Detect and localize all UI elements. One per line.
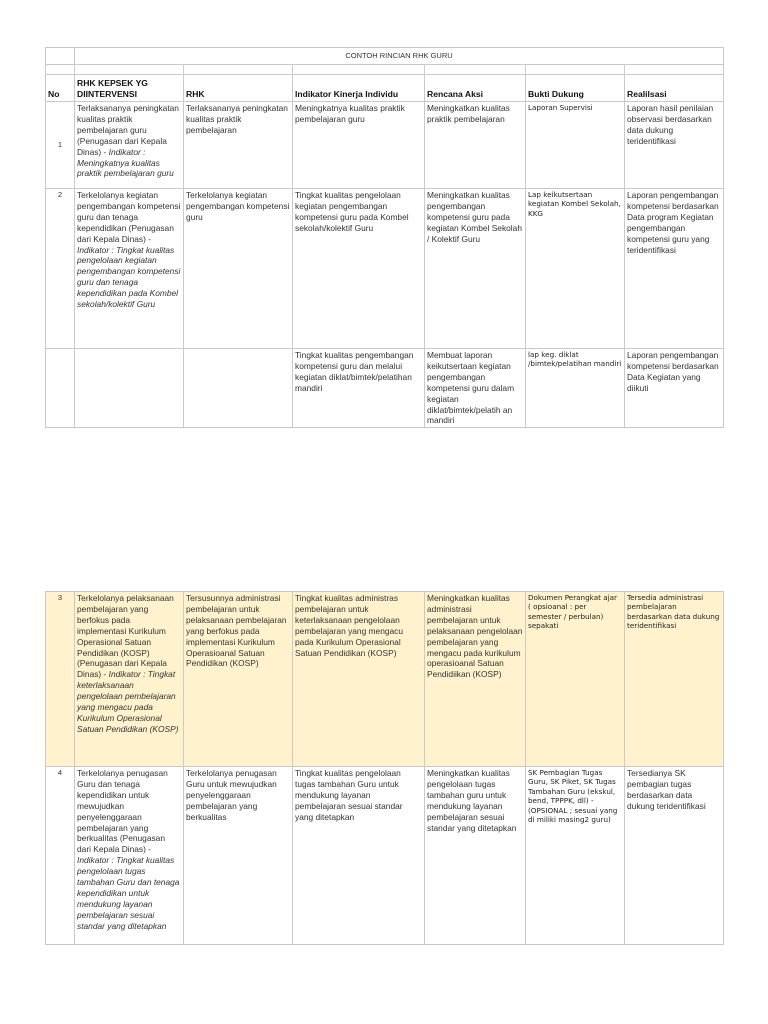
indikator-cell: Tingkat kualitas pengembangan kompetensi guru dan melalui kegiatan diklat/bimtek/pelatihan mandiri xyxy=(293,349,425,428)
realisasi-cell: Laporan pengembangan kompetensi berdasarkan Data program Kegiatan pengembangan kompetensi guru yang teridentifikasi xyxy=(625,189,724,349)
blank-row xyxy=(46,65,724,75)
rhk-kepsek-text: Terkelolanya pelaksanaan pembelajaran yang berfokus pada implementasi Kurikulum Operasional Satuan Pendidikan (KOSP) (Penugasan dari Kepala Dinas) - xyxy=(77,593,174,680)
rhk-kepsek-indikator: Indikator : Tingkat kualitas pengelolaan tugas tambahan Guru dan tenaga kependidikan untuk mendukung layanan pembelajaran sesuai standar yang ditetapkan xyxy=(77,855,180,931)
rhk-kepsek-indikator: Indikator : Tingkat keterlaksanaan pengelolaan pembelajaran yang mengacu pada Kurikulum Operasional Satuan Pendidikan (KOSP) xyxy=(77,669,179,734)
blank-cell xyxy=(75,65,184,75)
indikator-cell: Tingkat kualitas pengelolaan kegiatan pengembangan kompetensi guru pada Kombel sekolah/kolektif Guru xyxy=(293,189,425,349)
rhk-cell: Terkelolanya kegiatan pengembangan kompetensi guru xyxy=(184,189,293,349)
blank-cell xyxy=(293,65,425,75)
row-number: 1 xyxy=(46,102,75,189)
header-rhk-kepsek: RHK KEPSEK YG DIINTERVENSI xyxy=(75,75,184,102)
row-number: 4 xyxy=(46,767,75,945)
rhk-cell xyxy=(184,349,293,428)
rhk-kepsek-cell xyxy=(75,349,184,428)
blank-cell xyxy=(425,65,526,75)
rhk-kepsek-cell xyxy=(75,592,184,767)
header-rhk: RHK xyxy=(184,75,293,102)
rhk-kepsek-indikator: Indikator : Meningkatnya kualitas praktik pembelajaran guru xyxy=(77,146,174,179)
header-bukti-dukung: Bukti Dukung xyxy=(526,75,625,102)
rhk-kepsek-cell xyxy=(75,189,184,349)
rencana-aksi-cell: Meningkatkan kualitas administrasi pembelajaran untuk pelaksanaan pengelolaan pembelajaran yang mengacu pada kurikulum operasioanal Satuan Pendidiikan (KOSP) xyxy=(425,592,526,767)
header-indikator: Indikator Kinerja Individu xyxy=(293,75,425,102)
indikator-cell: Tingkat kualitas administras pembelajaran untuk keterlaksanaan pengelolaan pembelajaran yang mengacu pada Kurikulum Operasional Satuan Pendidikan (KOSP) xyxy=(293,592,425,767)
header-rencana-aksi: Rencana Aksi xyxy=(425,75,526,102)
bukti-dukung-cell: lap keg. diklat /bimtek/pelatihan mandiri xyxy=(526,349,625,428)
realisasi-cell: Laporan hasil penilaian observasi berdasarkan data dukung teridentifikasi xyxy=(625,102,724,189)
header-no: No xyxy=(46,75,75,102)
table-row xyxy=(46,592,724,767)
title-row xyxy=(46,48,724,65)
realisasi-cell: Tersedia administrasi pembelajaran berdasarkan data dukung teridentifikasi xyxy=(625,592,724,767)
table-row xyxy=(46,349,724,428)
rhk-kepsek-text: Terkelolanya kegiatan pengembangan kompetensi guru dan tenaga kependidikan (Penugasan dari Kepala Dinas) - xyxy=(77,190,181,244)
table-row xyxy=(46,189,724,349)
rhk-kepsek-indikator: Indikator : Tingkat kualitas pengelolaan kegiatan pengembangan kompetensi guru dan tenaga kependidikan pada Kombel sekolah/kolektif Guru xyxy=(77,244,181,310)
bukti-dukung-cell: SK Pembagian Tugas Guru, SK Piket, SK Tugas Tambahan Guru (ekskul, bend, TPPPK, dll) - (OPSIONAL ; sesuai yang di miliki masing2 guru) xyxy=(526,767,625,945)
rhk-kepsek-text: Terkelolanya penugasan Guru dan tenaga kependidikan untuk mewujudkan penyelenggaraan pembelajaran yang berkualitas (Penugasan dari Kepala Dinas) - xyxy=(77,768,168,855)
row-number xyxy=(46,349,75,428)
row-number: 2 xyxy=(46,189,75,349)
rencana-aksi-cell: Meningkatkan kualitas praktik pembelajaran xyxy=(425,102,526,189)
realisasi-cell: Laporan pengembangan kompetensi berdasarkan Data Kegiatan yang diikuti xyxy=(625,349,724,428)
rhk-cell: Terkelolanya penugasan Guru untuk mewujudkan penyelenggaraan pembelajaran yang berkualitas xyxy=(184,767,293,945)
realisasi-cell: Tersedianya SK pembagian tugas berdasarkan data dukung teridentifikasi xyxy=(625,767,724,945)
header-realisasi: Realilsasi xyxy=(625,75,724,102)
rhk-cell: Terlaksananya peningkatan kualitas praktik pembelajaran xyxy=(184,102,293,189)
blank-cell xyxy=(46,65,75,75)
indikator-cell: Tingkat kualitas pengelolaan tugas tambahan Guru untuk mendukung layanan pembelajaran sesuai standar yang ditetapkan xyxy=(293,767,425,945)
blank-cell xyxy=(526,65,625,75)
table-title: CONTOH RINCIAN RHK GURU xyxy=(75,48,724,65)
rhk-table-bottom xyxy=(45,591,724,945)
table-row xyxy=(46,102,724,189)
rhk-cell: Tersusunnya administrasi pembelajaran untuk pelaksanaan pembelajaran yang berfokus pada implementasi Kurikulum Operasioanal Satuan Pendidikan (KOSP) xyxy=(184,592,293,767)
blank-cell xyxy=(184,65,293,75)
rhk-table-top xyxy=(45,47,724,428)
rencana-aksi-cell: Meningkatkan kualitas pengelolaan tugas tambahan guru untuk mendukung layanan pembelajaran sesuai standar yang ditetapkan xyxy=(425,767,526,945)
bukti-dukung-cell: Dokumen Perangkat ajar ( opsioanal : per semester / perbulan) sepakati xyxy=(526,592,625,767)
header-row xyxy=(46,75,724,102)
table-row xyxy=(46,767,724,945)
bukti-dukung-cell: Laporan Supervisi xyxy=(526,102,625,189)
bukti-dukung-cell: Lap keikutsertaan kegiatan Kombel Sekolah, KKG xyxy=(526,189,625,349)
rhk-kepsek-cell xyxy=(75,102,184,189)
indikator-cell: Meningkatnya kualitas praktik pembelajaran guru xyxy=(293,102,425,189)
rencana-aksi-cell: Membuat laporan keikutsertaan kegiatan pengembangan kompetensi guru dalam kegiatan diklat/bimtek/pelatih an mandiri xyxy=(425,349,526,428)
title-spacer-cell xyxy=(46,48,75,65)
row-number: 3 xyxy=(46,592,75,767)
blank-cell xyxy=(625,65,724,75)
rhk-kepsek-text: Terlaksananya peningkatan kualitas praktik pembelajaran guru (Penugasan dari Kepala Dinas) - xyxy=(77,103,179,157)
rhk-kepsek-cell xyxy=(75,767,184,945)
rencana-aksi-cell: Meningkatkan kualitas pengembangan kompetensi guru pada kegiatan Kombel Sekolah / Kolektif Guru xyxy=(425,189,526,349)
